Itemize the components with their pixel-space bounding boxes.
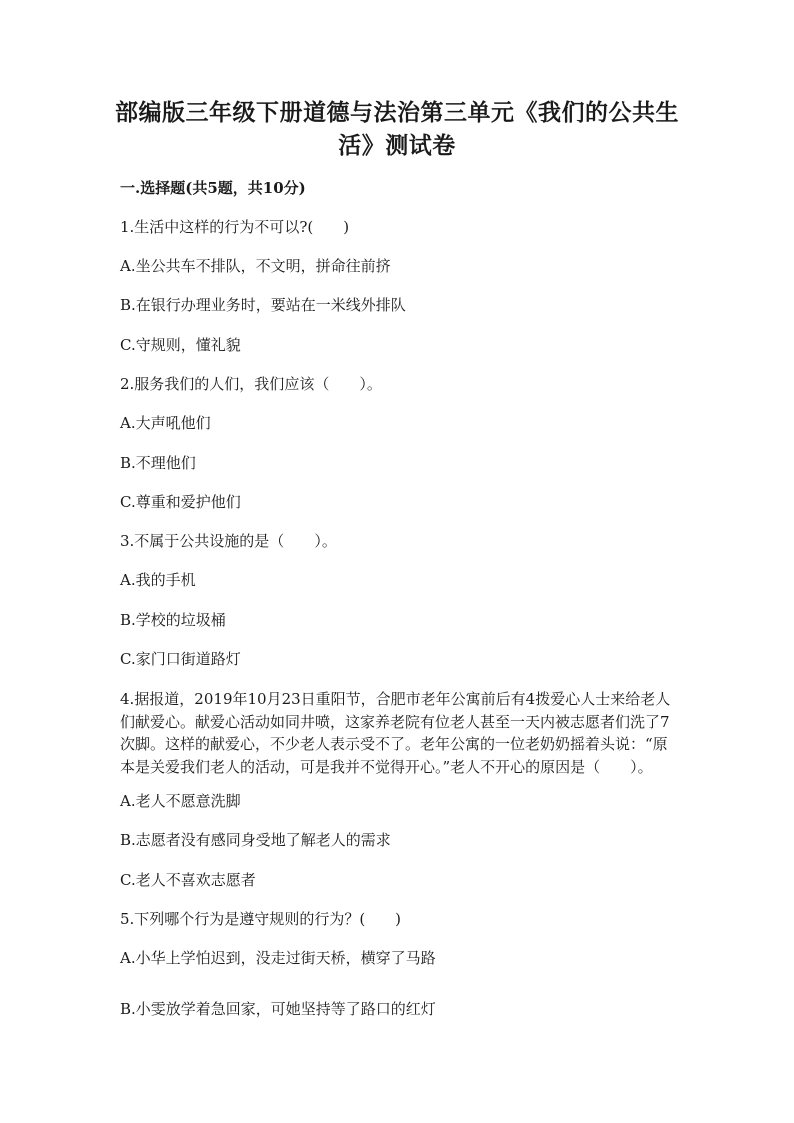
question-1-option-b: B.在银行办理业务时，要站在一米线外排队 [120, 296, 406, 314]
question-5-stem: 5.下列哪个行为是遵守规则的行为？( ) [120, 910, 402, 928]
question-5-option-a: A.小华上学怕迟到，没走过街天桥，横穿了马路 [120, 949, 436, 967]
question-4-stem [120, 688, 696, 778]
question-5-option-b: B.小雯放学着急回家，可她坚持等了路口的红灯 [120, 1000, 436, 1018]
exam-title [100, 96, 694, 162]
question-1-option-a: A.坐公共车不排队，不文明，拼命往前挤 [120, 257, 391, 275]
question-4-stem-line-4: 本是关爱我们老人的活动，可是我并不觉得开心。”老人不开心的原因是（ ）。 [120, 757, 653, 776]
question-2-stem: 2.服务我们的人们，我们应该（ ）。 [120, 375, 382, 393]
question-1-option-c: C.守规则，懂礼貌 [120, 336, 241, 354]
section-heading: 一.选择题(共5题，共10分) [120, 179, 306, 197]
question-2-option-c: C.尊重和爱护他们 [120, 493, 241, 511]
question-4-option-b: B.志愿者没有感同身受地了解老人的需求 [120, 831, 391, 849]
question-3-stem: 3.不属于公共设施的是（ ）。 [120, 532, 337, 550]
question-4-option-a: A.老人不愿意洗脚 [120, 792, 241, 810]
question-4-stem-line-1: 4.据报道，2019年10月23日重阳节，合肥市老年公寓前后有4拨爱心人士来给老人 [120, 690, 671, 708]
question-4-stem-line-2: 们献爱心。献爱心活动如同井喷，这家养老院有位老人甚至一天内被志愿者们洗了7 [120, 712, 670, 731]
question-3-option-b: B.学校的垃圾桶 [120, 611, 226, 629]
question-3-option-c: C.家门口街道路灯 [120, 650, 241, 668]
question-2-option-b: B.不理他们 [120, 454, 196, 472]
question-3-option-a: A.我的手机 [120, 571, 196, 589]
question-4-option-c: C.老人不喜欢志愿者 [120, 871, 256, 889]
question-1-stem: 1.生活中这样的行为不可以?( ) [120, 218, 350, 236]
exam-title-line-1: 部编版三年级下册道德与法治第三单元《我们的公共生 [115, 99, 679, 126]
question-4-stem-line-3: 次脚。这样的献爱心，不少老人表示受不了。老年公寓的一位老奶奶摇着头说：“原 [120, 735, 668, 753]
exam-title-line-2: 活》测试卷 [338, 132, 456, 159]
question-2-option-a: A.大声吼他们 [120, 414, 211, 432]
